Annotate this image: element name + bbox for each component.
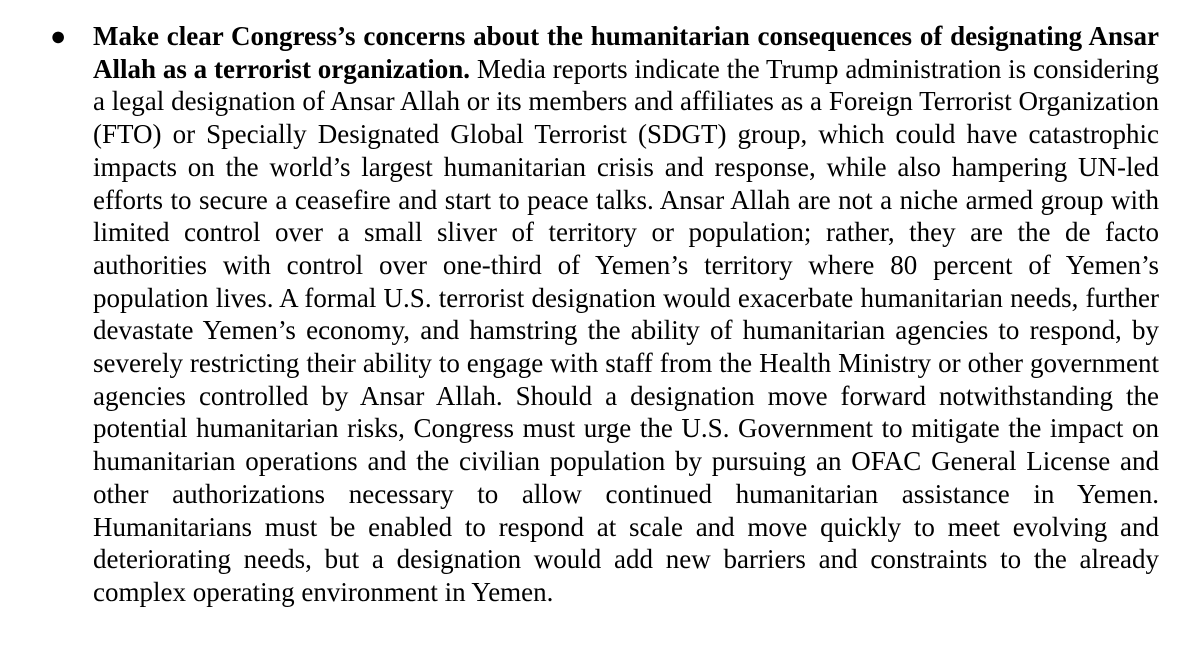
bold-lead-sentence: Make clear Congress’s concerns about the humanitarian consequences of designating Ansar Allah as a terrorist organization. (93, 21, 1159, 84)
bullet-point-icon: ● (50, 21, 67, 51)
paragraph-body-text: Media reports indicate the Trump administration is considering a legal designation of Ansar Allah or its members and affiliates as a Foreign Terrorist Organization (FTO) or Specially Designated Global Terrorist (SDGT) group, which could have catastrophic impacts on the world’s largest humanitarian crisis and response, while also hampering UN-led efforts to secure a ceasefire and start to peace talks. Ansar Allah are not a niche armed group with limited control over a small sliver of territory or population; rather, they are the de facto authorities with control over one-third of Yemen’s territory where 80 percent of Yemen’s population lives. A formal U.S. terrorist designation would exacerbate humanitarian needs, further devastate Yemen’s economy, and hamstring the ability of humanitarian agencies to respond, by severely restricting their ability to engage with staff from the Health Ministry or other government agencies controlled by Ansar Allah. Should a designation move forward notwithstanding the potential humanitarian risks, Congress must urge the U.S. Government to mitigate the impact on humanitarian operations and the civilian population by pursuing an OFAC General License and other authorizations necessary to allow continued humanitarian assistance in Yemen. Humanitarians must be enabled to respond at scale and move quickly to meet evolving and deteriorating needs, but a designation would add new barriers and constraints to the already complex operating environment in Yemen. (93, 53, 1159, 607)
bullet-paragraph (93, 20, 1159, 609)
